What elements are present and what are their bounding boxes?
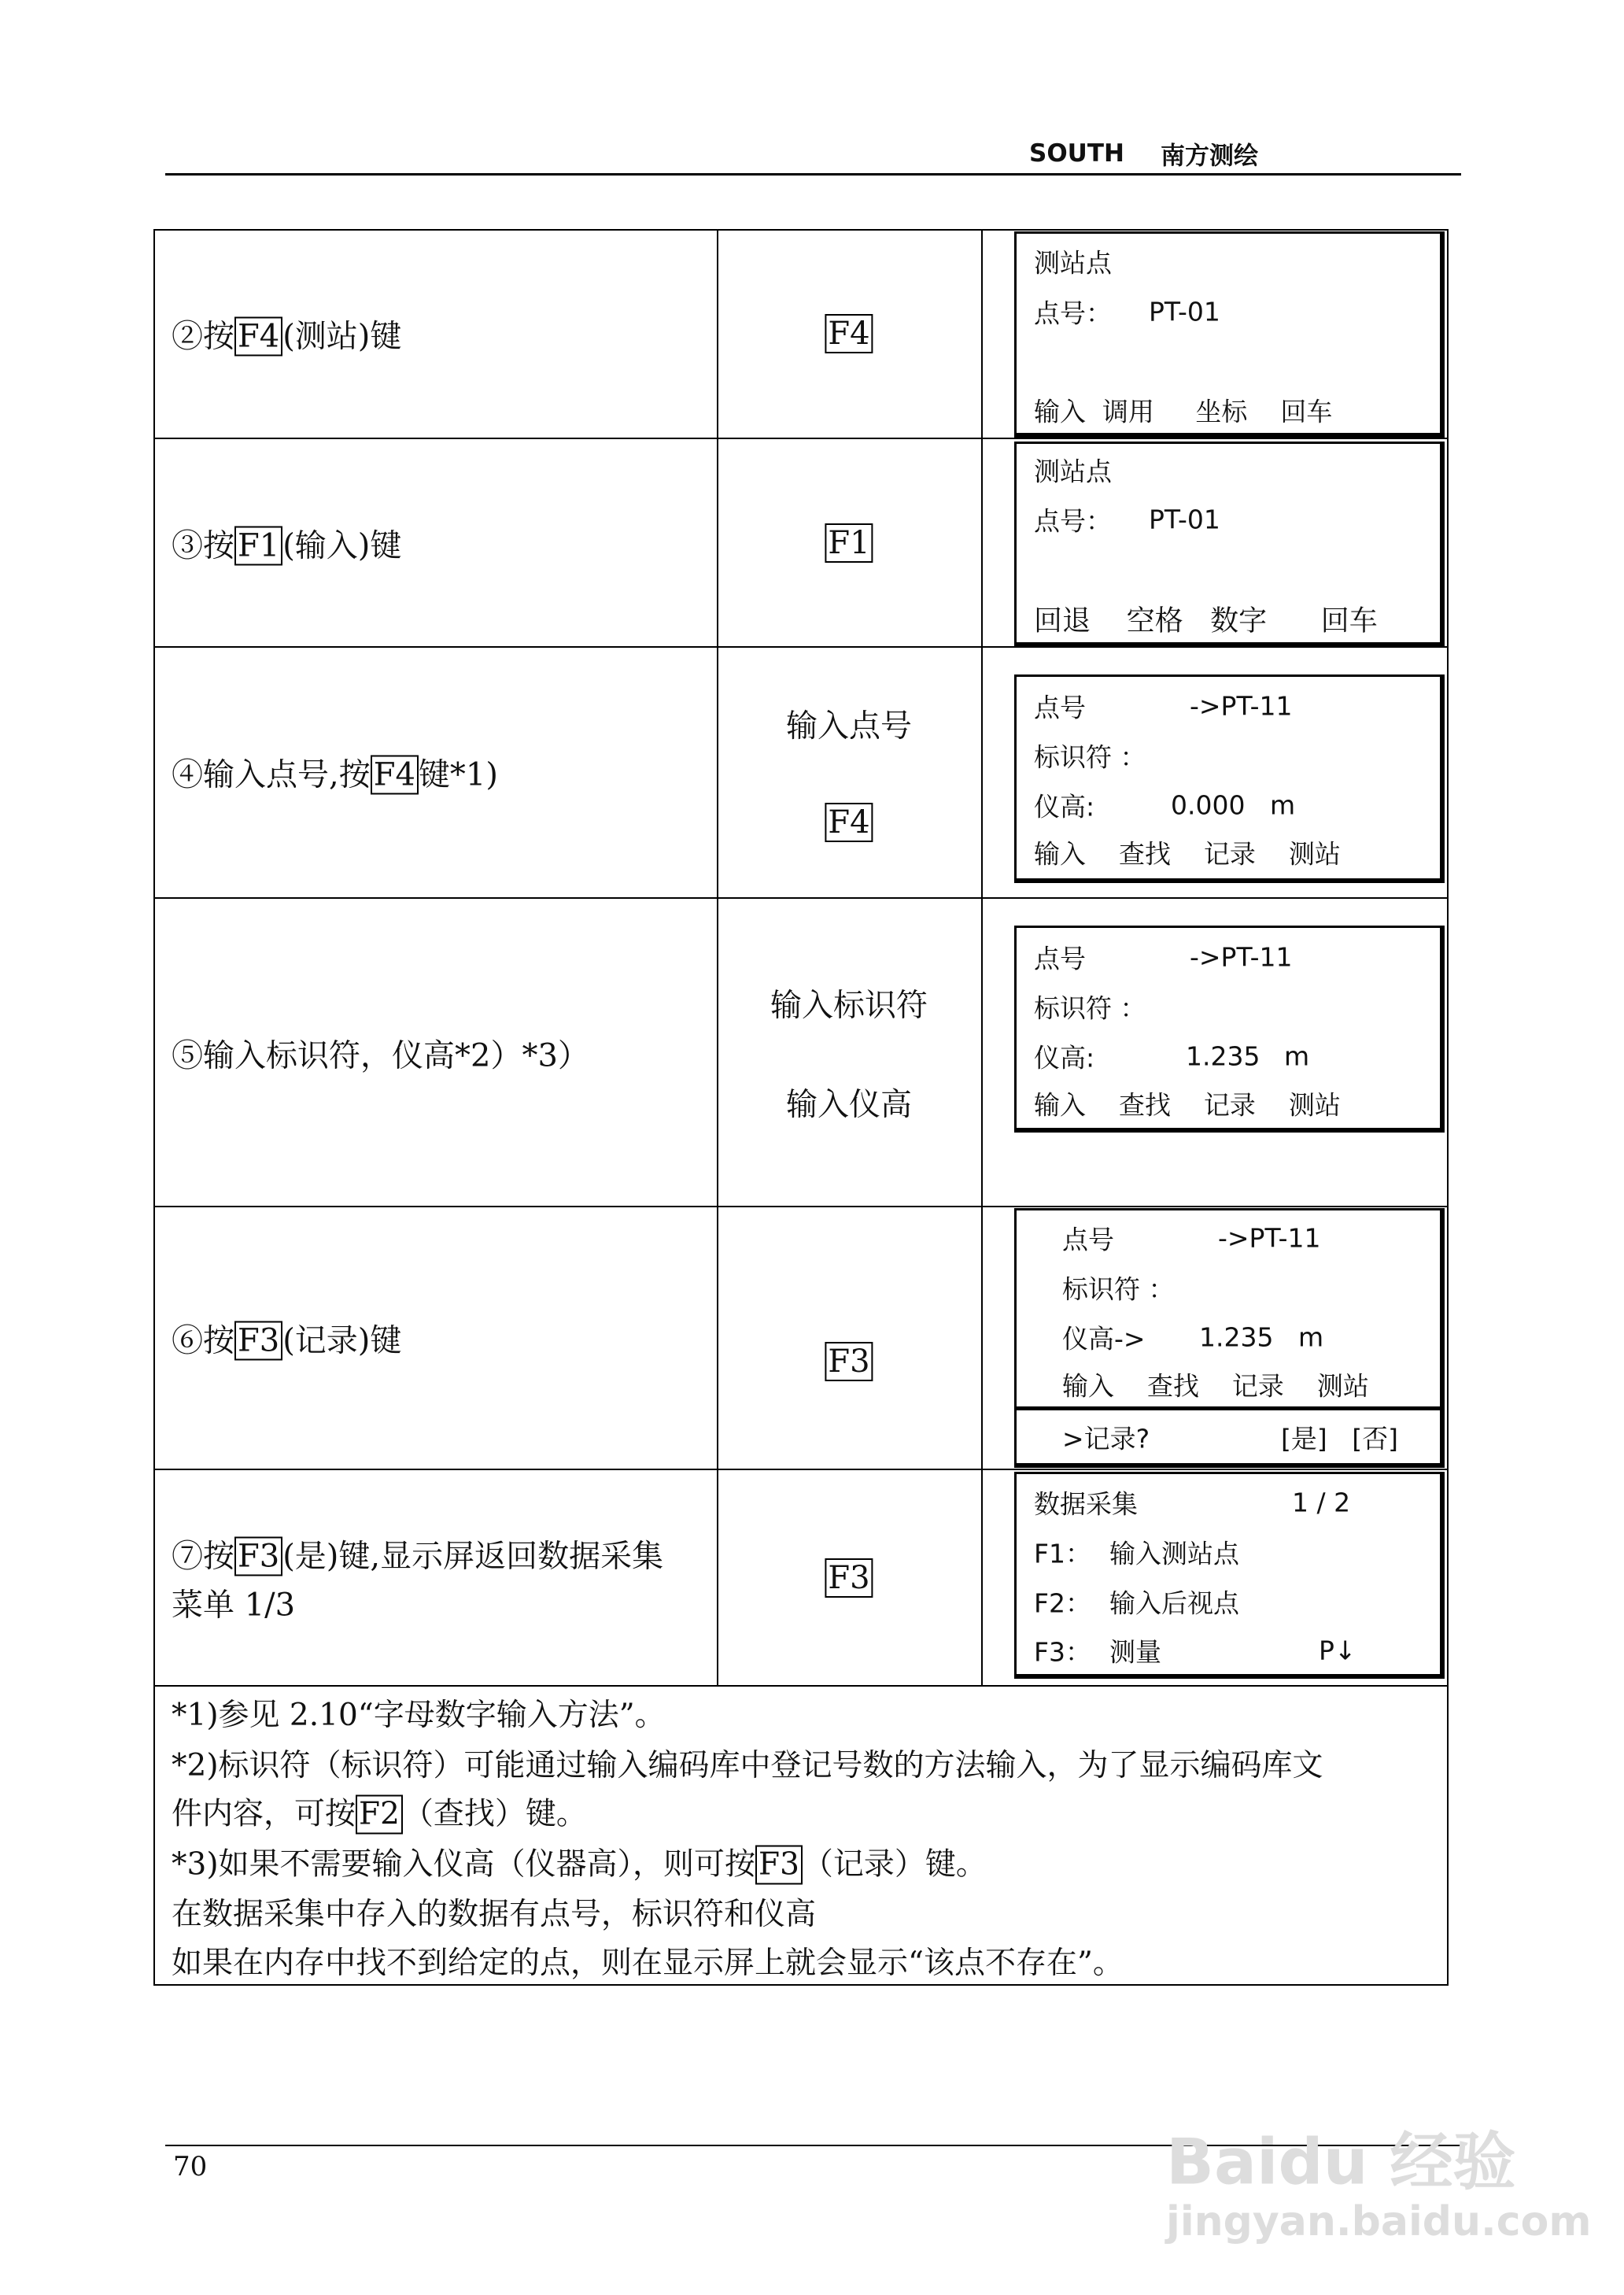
column-divider (981, 229, 983, 1686)
display-screen (1014, 674, 1445, 883)
operation-key: F4 (825, 314, 873, 353)
step-text (172, 1316, 401, 1361)
header-company: 南方测绘 (1161, 142, 1258, 171)
prompt-text: >记录? (1062, 1423, 1150, 1454)
screen-page-down: P↓ (1319, 1635, 1356, 1666)
screen-unit: m (1298, 1321, 1324, 1353)
screen-unit: m (1284, 1040, 1310, 1072)
key-f1: F1 (234, 527, 282, 566)
screen-label: 点号： (1034, 505, 1112, 537)
step-label: ②按 (172, 318, 234, 355)
note-5: 如果在内存中找不到给定的点，则在显示屏上就会显示“该点不存在”。 (172, 1946, 1124, 1981)
step-label: ④输入点号,按 (172, 756, 371, 793)
key-f3: F3 (234, 1321, 282, 1361)
key-f4: F4 (234, 317, 282, 357)
note-3 (172, 1840, 987, 1885)
display-screen (1014, 231, 1445, 438)
display-screen (1014, 926, 1445, 1133)
step-label: ③按 (172, 527, 234, 564)
screen-menu-item: 输入后视点 (1109, 1587, 1239, 1619)
step-text (172, 1532, 663, 1576)
screen-label: 点号 (1062, 1224, 1114, 1255)
step-label: ⑥按 (172, 1322, 234, 1359)
record-prompt (1014, 1408, 1445, 1468)
screen-label: 标识符 ： (1034, 741, 1146, 773)
screen-softkeys: 回退 空格 数字 回车 (1034, 604, 1378, 638)
step-label: (测站)键 (282, 318, 402, 355)
screen-value: ->PT-11 (1218, 1222, 1321, 1254)
key-f3: F3 (234, 1537, 282, 1576)
step-label: (记录)键 (282, 1322, 402, 1359)
note-text: （查找）键。 (402, 1796, 587, 1832)
screen-label: 仪高: (1034, 791, 1095, 822)
screen-value: ->PT-11 (1190, 941, 1293, 973)
screen-key-label: F3： (1034, 1636, 1091, 1668)
header-rule (165, 173, 1461, 176)
step-label: (输入)键 (282, 527, 402, 564)
display-screen (1014, 442, 1445, 647)
row-divider (153, 897, 1449, 899)
note-1: *1)参见 2.10“字母数字输入方法”。 (172, 1698, 666, 1733)
page-number: 70 (173, 2151, 208, 2182)
operation-key: F4 (825, 803, 873, 842)
row-divider (153, 438, 1449, 439)
screen-softkeys: 输入 查找 记录 测站 (1034, 1089, 1341, 1121)
note-2: *2)标识符（标识符）可能通过输入编码库中登记号数的方法输入，为了显示编码库文 (172, 1748, 1323, 1783)
screen-value: 0.000 (1171, 789, 1246, 821)
screen-label: 仪高: (1034, 1042, 1095, 1074)
screen-softkeys: 输入 调用 坐标 回车 (1034, 396, 1333, 427)
screen-label: 点号 (1034, 943, 1086, 974)
screen-value: PT-01 (1149, 296, 1220, 327)
step-text (172, 521, 401, 566)
note-4: 在数据采集中存入的数据有点号，标识符和仪高 (172, 1897, 817, 1932)
screen-menu-item: 测量 (1109, 1636, 1161, 1668)
note-2-cont (172, 1790, 587, 1835)
key-f4: F4 (371, 756, 419, 795)
screen-page: 1 / 2 (1292, 1487, 1351, 1518)
screen-unit: m (1270, 789, 1296, 821)
row-divider (153, 1206, 1449, 1207)
key-f3: F3 (755, 1846, 803, 1885)
key-f2: F2 (356, 1795, 403, 1835)
screen-value: 1.235 (1199, 1321, 1274, 1353)
screen-title: 数据采集 (1034, 1488, 1138, 1520)
screen-key-label: F1： (1034, 1538, 1091, 1569)
screen-softkeys: 输入 查找 记录 测站 (1062, 1370, 1369, 1402)
screen-value: ->PT-11 (1190, 690, 1293, 722)
operation-key: F3 (825, 1342, 873, 1381)
screen-value: PT-01 (1149, 504, 1220, 535)
step-label: 键*1) (418, 756, 498, 793)
screen-menu-item: 输入测站点 (1109, 1538, 1239, 1569)
screen-key-label: F2： (1034, 1587, 1091, 1619)
screen-title: 测站点 (1034, 456, 1112, 487)
screen-label: 仪高-> (1062, 1323, 1146, 1354)
screen-value: 1.235 (1186, 1040, 1260, 1072)
note-text: *3)如果不需要输入仪高（仪器高），则可按 (172, 1846, 756, 1883)
step-text-line2: 菜单 1/3 (172, 1587, 296, 1624)
screen-label: 点号： (1034, 298, 1112, 329)
operation-text: 输入标识符 (770, 987, 928, 1024)
row-divider (153, 1685, 1449, 1687)
step-text (172, 312, 401, 357)
screen-softkeys: 输入 查找 记录 测站 (1034, 838, 1341, 870)
operation-text: 输入仪高 (786, 1086, 912, 1123)
watermark-url: jingyan.baidu.com (1166, 2198, 1592, 2245)
screen-title: 测站点 (1034, 247, 1112, 279)
step-text (172, 750, 498, 795)
step-text: ⑤输入标识符，仪高*2）*3） (172, 1037, 589, 1074)
operation-key: F1 (825, 523, 873, 563)
operation-text: 输入点号 (786, 708, 912, 745)
step-label: (是)键,显示屏返回数据采集 (282, 1538, 664, 1575)
screen-label: 点号 (1034, 692, 1086, 723)
display-screen (1014, 1472, 1445, 1679)
screen-label: 标识符 ： (1034, 992, 1146, 1024)
operation-key: F3 (825, 1558, 873, 1598)
header-brand: SOUTH (1029, 139, 1124, 168)
note-text: 件内容，可按 (172, 1796, 356, 1832)
display-screen (1014, 1208, 1445, 1411)
screen-label: 标识符 ： (1062, 1273, 1175, 1305)
step-label: ⑦按 (172, 1538, 234, 1575)
note-text: （记录）键。 (802, 1846, 987, 1883)
column-divider (717, 229, 718, 1686)
watermark-logo: Baidu 经验 (1166, 2125, 1516, 2199)
row-divider (153, 1469, 1449, 1470)
prompt-options: [是] [否] (1281, 1423, 1398, 1454)
